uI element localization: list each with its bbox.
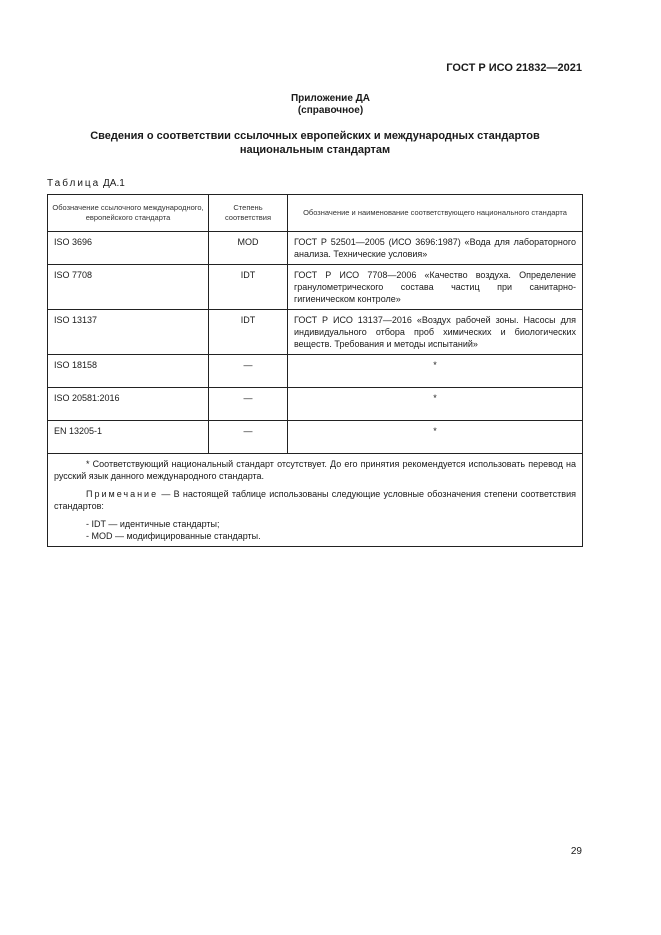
cell-degree: — [209, 355, 288, 388]
section-title [60, 129, 570, 157]
cell-ref: ISO 7708 [48, 265, 209, 310]
cell-national: ГОСТ Р ИСО 13137—2016 «Воздух рабочей зоны. Насосы для индивидуального отбора проб химических и биологических веществ. Требования и методы испытаний» [288, 310, 583, 355]
legend-item: - MOD — модифицированные стандарты. [86, 531, 261, 541]
legend-list [54, 518, 576, 542]
header-degree: Степень соответствия [209, 195, 288, 232]
table-notes [48, 454, 583, 547]
cell-degree: IDT [209, 265, 288, 310]
table-label-number: ДА.1 [103, 178, 125, 189]
cell-degree: MOD [209, 232, 288, 265]
cell-ref: ISO 20581:2016 [48, 388, 209, 421]
note-text: — В настоящей таблице использованы следующие условные обозначения степени соответствия стандартов: [54, 489, 576, 511]
cell-national: ГОСТ Р 52501—2005 (ИСО 3696:1987) «Вода для лабораторного анализа. Технические условия» [288, 232, 583, 265]
section-title-line-2: национальным стандартам [239, 144, 391, 156]
legend-item: - IDT — идентичные стандарты; [86, 519, 220, 529]
table-row [48, 310, 583, 355]
cell-ref: ISO 3696 [48, 232, 209, 265]
cell-degree: IDT [209, 310, 288, 355]
header-ref-standard: Обозначение ссылочного международного, европейского стандарта [48, 195, 209, 232]
cell-ref: ISO 18158 [48, 355, 209, 388]
cell-ref: EN 13205-1 [48, 421, 209, 454]
table-row [48, 355, 583, 388]
footnote: * Соответствующий национальный стандарт отсутствует. До его принятия рекомендуется использовать перевод на русский язык данного международного стандарта. [54, 459, 576, 481]
appendix-heading [0, 93, 661, 117]
correspondence-table [47, 194, 583, 547]
cell-national: * [288, 421, 583, 454]
table-row [48, 265, 583, 310]
cell-national: * [288, 388, 583, 421]
table-label [47, 178, 125, 189]
note-label: Примечание [86, 489, 159, 499]
cell-degree: — [209, 388, 288, 421]
table-row [48, 421, 583, 454]
header-national-standard: Обозначение и наименование соответствующего национального стандарта [288, 195, 583, 232]
note [54, 488, 576, 512]
page-number: 29 [570, 846, 582, 857]
standard-header: ГОСТ Р ИСО 21832—2021 [446, 62, 582, 74]
table-notes-row [48, 454, 583, 547]
cell-degree: — [209, 421, 288, 454]
cell-ref: ISO 13137 [48, 310, 209, 355]
section-title-line-1: Сведения о соответствии ссылочных европейских и международных стандартов [90, 130, 540, 142]
cell-national: ГОСТ Р ИСО 7708—2006 «Качество воздуха. Определение гранулометрического состава частиц при санитарно-гигиеническом контроле» [288, 265, 583, 310]
cell-national: * [288, 355, 583, 388]
table-label-word: Таблица [47, 178, 101, 189]
appendix-title: Приложение ДА [290, 93, 371, 104]
table-header-row [48, 195, 583, 232]
table-row [48, 232, 583, 265]
appendix-subtitle: (справочное) [297, 105, 364, 116]
table-row [48, 388, 583, 421]
